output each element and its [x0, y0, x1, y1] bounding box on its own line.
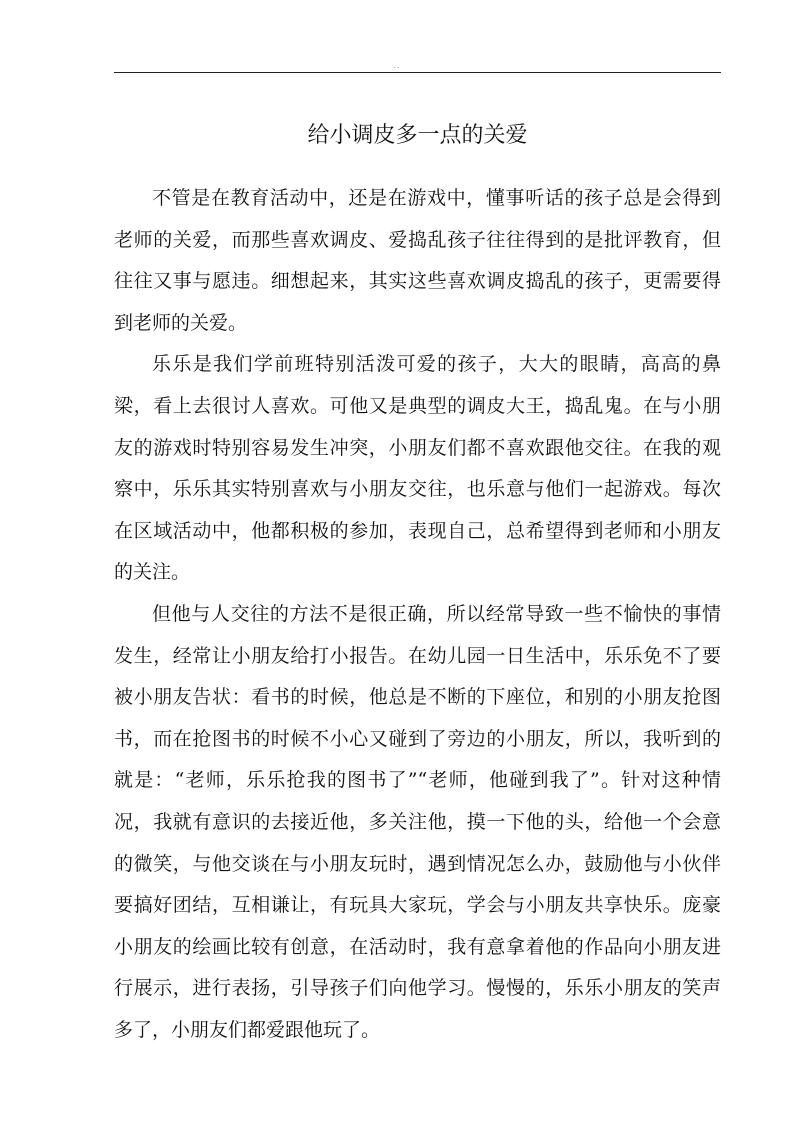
paragraph-3: 但他与人交往的方法不是很正确，所以经常导致一些不愉快的事情发生，经常让小朋友给打小报告。在幼儿园一日生活中，乐乐免不了要被小朋友告状：看书的时候，他总是不断的下座位，和别的小朋友抢图书，而在抢图书的时候不小心又碰到了旁边的小朋友，所以，我听到的就是：“老师，乐乐抢我的图书了”“老师，他碰到我了”。针对这种情况，我就有意识的去接近他，多关注他，摸一下他的头，给他一个会意的微笑，与他交谈在与小朋友玩时，遇到情况怎么办，鼓励他与小伙伴要搞好团结，互相谦让，有玩具大家玩，学会与小朋友共享快乐。庞豪小朋友的绘画比较有创意，在活动时，我有意拿着他的作品向小朋友进行展示，进行表扬，引导孩子们向他学习。慢慢的，乐乐小朋友的笑声多了，小朋友们都爱跟他玩了。 [114, 602, 721, 1041]
page-title: 给小调皮多一点的关爱 [307, 123, 528, 148]
paragraph-1: 不管是在教育活动中，还是在游戏中，懂事听话的孩子总是会得到老师的关爱，而那些喜欢调皮、爱捣乱孩子往往得到的是批评教育，但往往又事与愿违。细想起来，其实这些喜欢调皮捣乱的孩子，更需要得到老师的关爱。 [114, 187, 721, 334]
header-mark: .. [393, 62, 401, 70]
document-body [114, 178, 721, 1051]
header-rule [114, 72, 721, 73]
paragraph-2: 乐乐是我们学前班特别活泼可爱的孩子，大大的眼睛，高高的鼻梁，看上去很讨人喜欢。可他又是典型的调皮大王，捣乱鬼。在与小朋友的游戏时特别容易发生冲突，小朋友们都不喜欢跟他交往。在我的观察中，乐乐其实特别喜欢与小朋友交往，也乐意与他们一起游戏。每次在区域活动中，他都积极的参加，表现自己，总希望得到老师和小朋友的关注。 [114, 353, 721, 584]
